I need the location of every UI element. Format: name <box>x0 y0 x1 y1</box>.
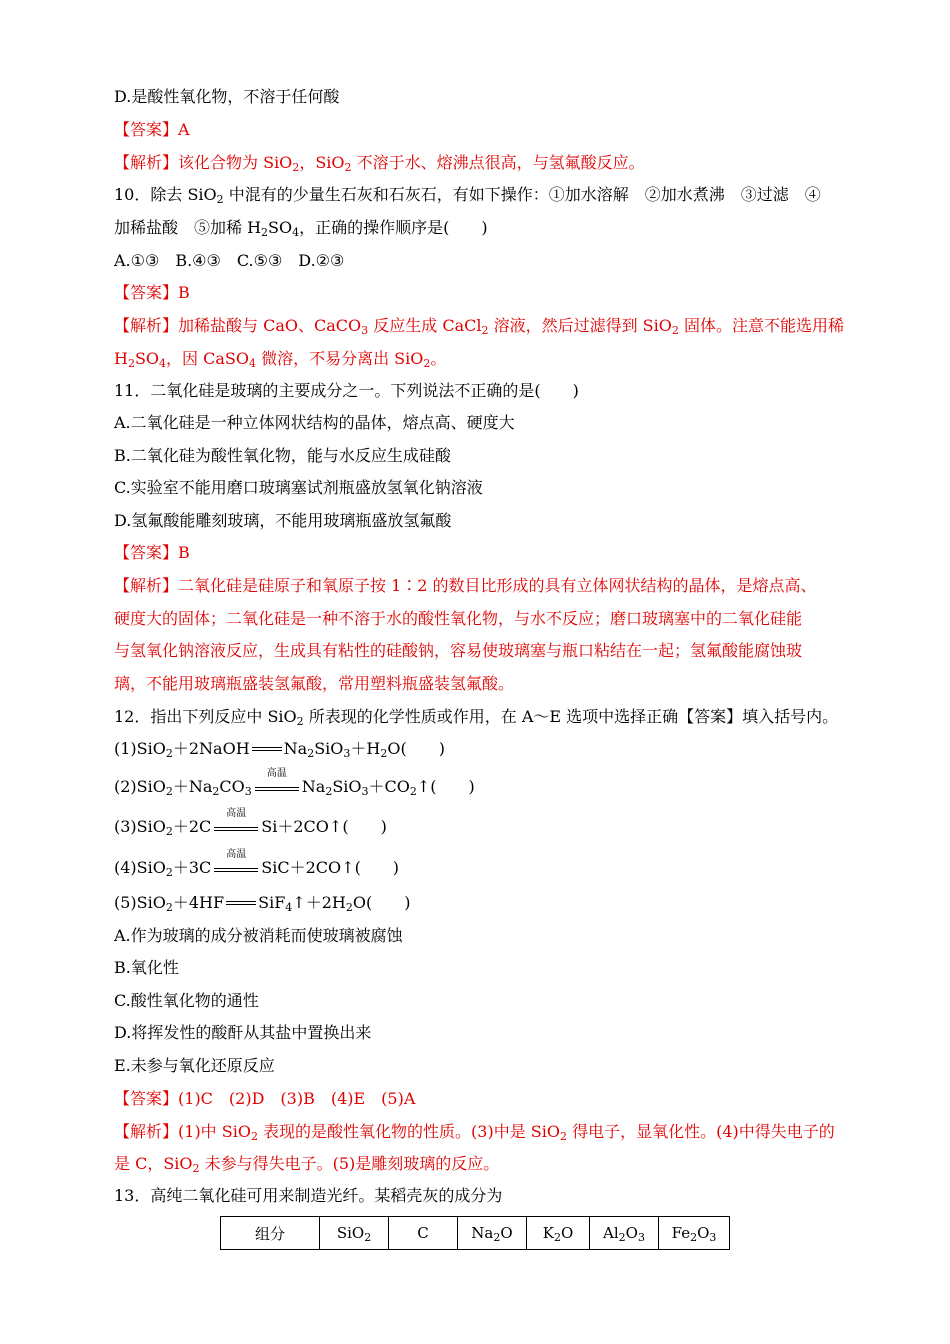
option-text: B.二氧化硅为酸性氧化物，能与水反应生成硅酸 <box>114 446 451 465</box>
cell-text: K <box>542 1224 554 1242</box>
table-header-cell <box>320 1217 389 1250</box>
reaction-text: ＋H <box>350 739 381 758</box>
subscript: 2 <box>307 747 315 760</box>
analysis-text: 溶液，然后过滤得到 SiO <box>488 316 672 335</box>
cell-text: O <box>697 1224 710 1242</box>
reaction-text: SiO <box>314 739 344 758</box>
stem-text: SO <box>268 218 293 237</box>
subscript: 3 <box>637 1231 645 1244</box>
subscript: 3 <box>343 747 351 760</box>
subscript: 2 <box>261 226 269 239</box>
table-header-cell <box>590 1217 659 1250</box>
subscript: 2 <box>481 324 489 337</box>
answer-tag: 【答案】 <box>114 1089 179 1108</box>
analysis-text: SO <box>134 349 160 368</box>
subscript: 2 <box>296 715 304 728</box>
condition-line <box>255 787 299 788</box>
answer-value: A <box>178 120 190 139</box>
subscript: 2 <box>409 785 417 798</box>
q13-stem <box>114 1185 840 1207</box>
subscript: 2 <box>618 1231 626 1244</box>
reaction-condition-arrow <box>255 767 299 795</box>
answer-tag: 【答案】 <box>114 543 179 562</box>
option-text: C.酸性氧化物的通性 <box>114 991 259 1010</box>
reaction-text: ＋Na <box>172 777 213 796</box>
q12-stem <box>114 706 840 728</box>
subscript: 2 <box>325 785 333 798</box>
subscript: 2 <box>165 866 173 879</box>
q12-option-a <box>114 925 840 947</box>
condition-label: 高温 <box>266 767 287 779</box>
stem-text: ，正确的操作顺序是( ) <box>299 218 488 237</box>
option-text: C.实验室不能用磨口玻璃塞试剂瓶盛放氢氧化钠溶液 <box>114 478 483 497</box>
stem-text: 中混有的少量生石灰和石灰石，有如下操作：①加水溶解 ②加水煮沸 ③过滤 ④ <box>223 185 821 204</box>
table-header-cell <box>527 1217 590 1250</box>
stem-text: 13．高纯二氧化硅可用来制造光纤。某稻壳灰的成分为 <box>114 1186 503 1205</box>
q12-analysis-line1 <box>114 1121 840 1143</box>
analysis-text: 是 C，SiO <box>114 1154 193 1173</box>
table-header-cell <box>221 1217 320 1250</box>
equals-sign <box>226 900 256 908</box>
reaction-text: O( ) <box>387 739 445 758</box>
option-text: D.将挥发性的酸酐从其盐中置换出来 <box>114 1023 372 1042</box>
q11-answer <box>114 542 840 564</box>
stem-text: 所表现的化学性质或作用，在 A～E 选项中选择正确【答案】填入括号内。 <box>303 707 839 726</box>
condition-label: 高温 <box>226 848 247 860</box>
subscript: 2 <box>165 785 173 798</box>
analysis-text: 。 <box>430 349 447 368</box>
stem-text: 10．除去 SiO <box>114 185 217 204</box>
option-text: D.氢氟酸能雕刻玻璃，不能用玻璃瓶盛放氢氟酸 <box>114 511 452 530</box>
subscript: 3 <box>709 1231 717 1244</box>
subscript: 2 <box>493 1231 501 1244</box>
reaction-text: ↑＋2H <box>292 893 346 912</box>
subscript: 2 <box>192 1162 200 1175</box>
subscript: 2 <box>671 324 679 337</box>
cell-text: C <box>417 1224 429 1242</box>
answer-tag: 【答案】 <box>114 120 179 139</box>
option-text: B.氧化性 <box>114 958 179 977</box>
subscript: 2 <box>690 1231 698 1244</box>
reaction-text: ＋4HF <box>172 893 225 912</box>
subscript: 4 <box>292 226 300 239</box>
analysis-text: ，因 CaSO <box>166 349 249 368</box>
condition-line <box>214 871 258 872</box>
option-text: A.作为玻璃的成分被消耗而使玻璃被腐蚀 <box>114 926 403 945</box>
q11-option-d <box>114 510 840 532</box>
reaction-text: Si＋2CO↑( ) <box>261 817 387 836</box>
q12-reaction-5 <box>114 892 840 914</box>
subscript: 2 <box>553 1231 561 1244</box>
q9-option-d <box>114 86 840 108</box>
options-text: A.①③ B.④③ C.⑤③ D.②③ <box>114 251 345 270</box>
subscript: 4 <box>285 901 293 914</box>
analysis-tag: 【解析】 <box>114 153 179 172</box>
cell-text: O <box>500 1224 513 1242</box>
option-text: A.二氧化硅是一种立体网状结构的晶体，熔点高、硬度大 <box>114 413 515 432</box>
reaction-text: ＋2NaOH <box>172 739 250 758</box>
subscript: 3 <box>244 785 252 798</box>
analysis-tag: 【解析】 <box>114 1122 179 1141</box>
analysis-text: H <box>114 349 128 368</box>
subscript: 2 <box>127 357 135 370</box>
subscript: 2 <box>165 747 173 760</box>
analysis-text: 未参与得失电子。(5)是雕刻玻璃的反应。 <box>199 1154 500 1173</box>
cell-text: 组分 <box>254 1224 285 1243</box>
q12-analysis-line2 <box>114 1153 840 1175</box>
table-header-cell <box>389 1217 458 1250</box>
q10-stem-line2 <box>114 217 840 239</box>
q12-reaction-3 <box>114 807 840 838</box>
analysis-text: 固体。注意不能选用稀 <box>678 316 844 335</box>
q12-option-d <box>114 1022 840 1044</box>
analysis-text: 与氢氧化钠溶液反应，生成具有粘性的硅酸钠，容易使玻璃塞与瓶口粘结在一起；氢氟酸能腐蚀玻 <box>114 641 803 660</box>
q11-stem <box>114 380 840 402</box>
option-text: D.是酸性氧化物，不溶于任何酸 <box>114 87 340 106</box>
reaction-condition-arrow <box>214 848 258 876</box>
reaction-text: SiC＋2CO↑( ) <box>261 858 400 877</box>
q12-option-b <box>114 957 840 979</box>
cell-text: O <box>560 1224 574 1242</box>
analysis-tag: 【解析】 <box>114 576 179 595</box>
table-row <box>221 1217 730 1250</box>
analysis-text: 反应生成 CaCl <box>368 316 482 335</box>
subscript: 2 <box>292 161 300 174</box>
reaction-text: ＋CO <box>368 777 410 796</box>
q11-analysis-line4 <box>114 673 840 695</box>
subscript: 2 <box>345 901 353 914</box>
cell-text: Al <box>603 1224 619 1242</box>
analysis-text: 二氧化硅是硅原子和氧原子按 1∶2 的数目比形成的具有立体网状结构的晶体，是熔点高、 <box>178 576 817 595</box>
q12-option-e <box>114 1055 840 1077</box>
q10-options <box>114 250 840 272</box>
subscript: 4 <box>248 357 256 370</box>
reaction-text: ＋3C <box>172 858 212 877</box>
q11-option-a <box>114 412 840 434</box>
reaction-text: (4)SiO <box>114 858 166 877</box>
equals-sign <box>252 746 282 754</box>
condition-line <box>214 830 258 831</box>
answer-value: (1)C (2)D (3)B (4)E (5)A <box>178 1089 416 1108</box>
q11-option-c <box>114 477 840 499</box>
cell-text: O <box>625 1224 638 1242</box>
reaction-text: (3)SiO <box>114 817 166 836</box>
reaction-text: (5)SiO <box>114 893 166 912</box>
analysis-text: 不溶于水、熔沸点很高，与氢氟酸反应。 <box>351 153 645 172</box>
stem-text: 12．指出下列反应中 SiO <box>114 707 297 726</box>
q12-reaction-2 <box>114 767 840 798</box>
reaction-text: SiF <box>258 893 286 912</box>
q12-reaction-4 <box>114 848 840 879</box>
q12-reaction-1 <box>114 738 840 760</box>
q10-analysis-line2 <box>114 348 840 370</box>
reaction-text: Na <box>283 739 308 758</box>
composition-table <box>220 1216 730 1250</box>
analysis-text: 硬度大的固体；二氧化硅是一种不溶于水的酸性氧化物，与水不反应；磨口玻璃塞中的二氧化硅能 <box>114 609 803 628</box>
condition-line <box>214 827 258 828</box>
analysis-text: ，SiO <box>299 153 345 172</box>
analysis-text: 表现的是酸性氧化物的性质。(3)中是 SiO <box>257 1122 561 1141</box>
stem-text: 加稀盐酸 ⑤加稀 H <box>114 218 262 237</box>
reaction-text: (1)SiO <box>114 739 166 758</box>
reaction-text: (2)SiO <box>114 777 166 796</box>
subscript: 2 <box>250 1130 258 1143</box>
subscript: 4 <box>159 357 167 370</box>
analysis-tag: 【解析】 <box>114 316 179 335</box>
condition-label: 高温 <box>226 807 247 819</box>
reaction-text: ↑( ) <box>416 777 475 796</box>
analysis-text: 该化合物为 SiO <box>178 153 293 172</box>
q12-answer <box>114 1088 840 1110</box>
q10-analysis-line1 <box>114 315 844 337</box>
analysis-text: 璃，不能用玻璃瓶盛装氢氟酸，常用塑料瓶盛装氢氟酸。 <box>114 674 515 693</box>
reaction-text: O( ) <box>352 893 411 912</box>
answer-value: B <box>178 543 190 562</box>
q9-analysis <box>114 152 840 174</box>
condition-line <box>214 868 258 869</box>
reaction-text: ＋2C <box>172 817 212 836</box>
reaction-text: CO <box>219 777 245 796</box>
q12-option-c <box>114 990 840 1012</box>
table-header-cell <box>458 1217 527 1250</box>
analysis-text: (1)中 SiO <box>178 1122 251 1141</box>
subscript: 2 <box>380 747 388 760</box>
cell-text: Fe <box>671 1224 691 1242</box>
answer-tag: 【答案】 <box>114 283 179 302</box>
subscript: 2 <box>216 193 224 206</box>
subscript: 2 <box>364 1231 372 1244</box>
stem-text: 11．二氧化硅是玻璃的主要成分之一。下列说法不正确的是( ) <box>114 381 579 400</box>
subscript: 2 <box>165 825 173 838</box>
cell-text: Na <box>471 1224 494 1242</box>
q10-stem-line1 <box>114 184 840 206</box>
q11-analysis-line1 <box>114 575 840 597</box>
q11-analysis-line3 <box>114 640 840 662</box>
subscript: 2 <box>212 785 220 798</box>
q11-option-b <box>114 445 840 467</box>
condition-line <box>255 790 299 791</box>
subscript: 2 <box>165 901 173 914</box>
subscript: 2 <box>560 1130 568 1143</box>
q9-answer <box>114 119 840 141</box>
cell-text: SiO <box>336 1224 365 1242</box>
analysis-text: 加稀盐酸与 CaO、CaCO <box>178 316 362 335</box>
option-text: E.未参与氧化还原反应 <box>114 1056 275 1075</box>
subscript: 2 <box>344 161 352 174</box>
reaction-condition-arrow <box>214 807 258 835</box>
q11-analysis-line2 <box>114 608 840 630</box>
reaction-text: Na <box>301 777 326 796</box>
reaction-text: SiO <box>332 777 362 796</box>
analysis-text: 微溶，不易分离出 SiO <box>255 349 424 368</box>
table-header-cell <box>659 1217 730 1250</box>
answer-value: B <box>178 283 190 302</box>
subscript: 2 <box>423 357 431 370</box>
subscript: 3 <box>361 785 369 798</box>
analysis-text: 得电子，显氧化性。(4)中得失电子的 <box>567 1122 835 1141</box>
subscript: 3 <box>361 324 369 337</box>
q10-answer <box>114 282 840 304</box>
